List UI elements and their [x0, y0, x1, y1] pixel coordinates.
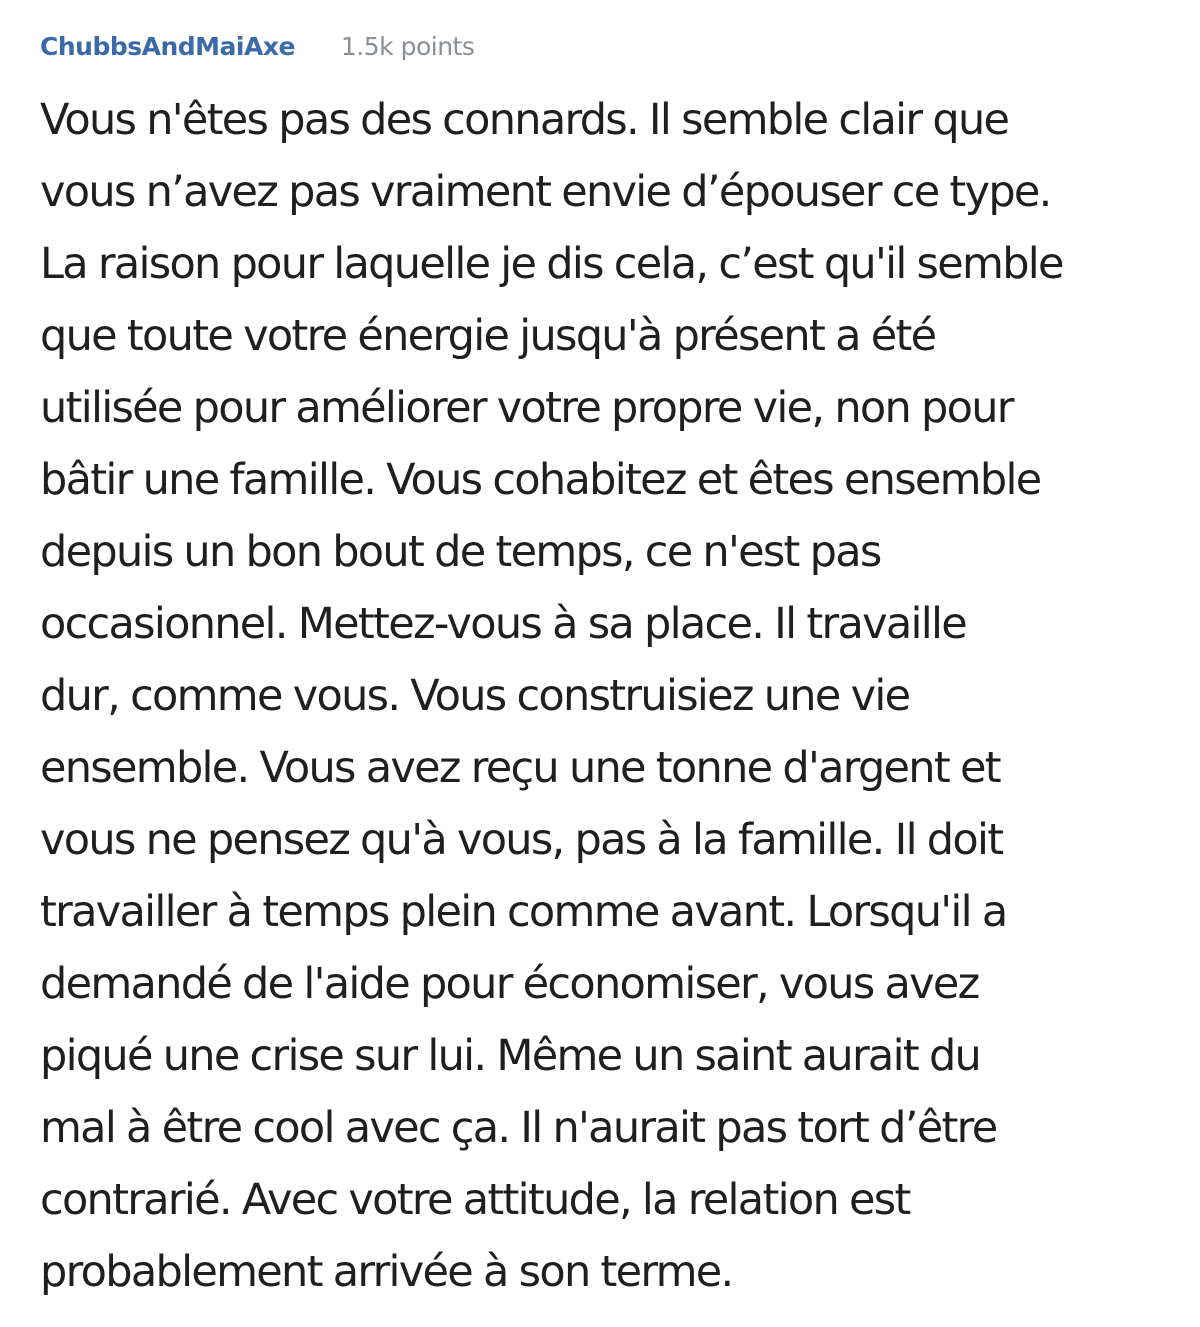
- comment-line: dur, comme vous. Vous construisiez une vie: [40, 671, 910, 721]
- comment-line: travailler à temps plein comme avant. Lorsqu'il a: [40, 887, 1007, 937]
- comment-line: contrarié. Avec votre attitude, la relation est: [40, 1175, 910, 1225]
- comment-line: piqué une crise sur lui. Même un saint aurait du: [40, 1031, 981, 1081]
- comment-line: occasionnel. Mettez-vous à sa place. Il travaille: [40, 599, 967, 649]
- comment-line: que toute votre énergie jusqu'à présent a été: [40, 311, 936, 361]
- comment-line: demandé de l'aide pour économiser, vous avez: [40, 959, 979, 1009]
- comment-line: depuis un bon bout de temps, ce n'est pas: [40, 527, 881, 577]
- comment-line: vous n’avez pas vraiment envie d’épouser ce type.: [40, 167, 1051, 217]
- comment-line: utilisée pour améliorer votre propre vie, non pour: [40, 383, 1013, 433]
- comment-line: vous ne pensez qu'à vous, pas à la famille. Il doit: [40, 815, 1003, 865]
- comment-body: [40, 84, 1170, 1308]
- comment-line: La raison pour laquelle je dis cela, c’est qu'il semble: [40, 239, 1063, 289]
- comment-score: 1.5k points: [340, 32, 475, 61]
- comment-header: [40, 32, 1170, 76]
- comment-author-link[interactable]: ChubbsAndMaiAxe: [40, 32, 295, 61]
- comment-line: mal à être cool avec ça. Il n'aurait pas tort d’être: [40, 1103, 997, 1153]
- comment-line: Vous n'êtes pas des connards. Il semble clair que: [40, 95, 1009, 145]
- comment-line: ensemble. Vous avez reçu une tonne d'argent et: [40, 743, 1000, 793]
- comment-line: bâtir une famille. Vous cohabitez et êtes ensemble: [40, 455, 1041, 505]
- comment-line: probablement arrivée à son terme.: [40, 1247, 733, 1297]
